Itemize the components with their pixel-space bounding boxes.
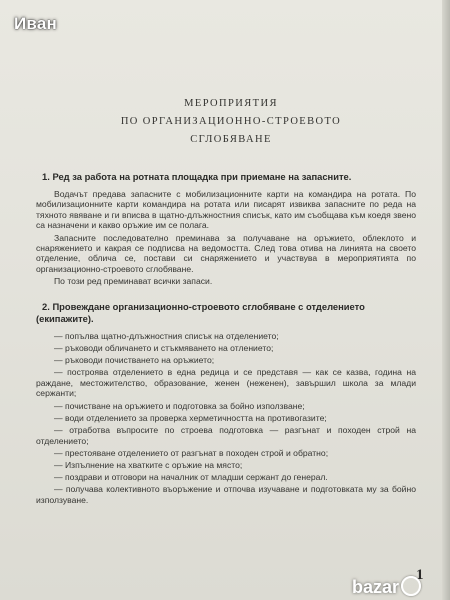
list-item: — престояване отделението от разгънат в походен строй и обратно; — [54, 447, 329, 458]
list-item: — почистване на оръжието и подготовка за бойно използване; — [54, 400, 305, 411]
seller-name-overlay: Иван — [14, 14, 57, 33]
section-2-list — [36, 331, 416, 506]
section-2-heading — [36, 301, 416, 325]
watermark — [352, 576, 421, 598]
section-1-heading — [36, 171, 416, 183]
watermark-logo-icon — [401, 576, 421, 596]
section-2-heading-text: Провеждане организационно-строевото сглобяване с отделението (екипажите). — [36, 300, 365, 324]
list-item: — ръководи почистването на оръжието; — [54, 355, 215, 366]
list-item: — отработва въпросите по строева подготовка — разгънат и походен строй на отделението; — [36, 424, 416, 446]
title-line-1: МЕРОПРИЯТИЯ — [184, 98, 278, 109]
list-item: — попълва щатно-длъжностния списък на отделението; — [54, 330, 279, 341]
section-2-number: 2. — [42, 300, 50, 312]
list-item: — Изпълнение на хватките с оръжие на място; — [54, 459, 243, 470]
page-number: 1 — [416, 567, 424, 583]
title-line-2: ПО ОРГАНИЗАЦИОННО-СТРОЕВОТО — [120, 116, 342, 127]
list-item: — получава колективното въоръжение и отпочва изучаване и подготовката му за бойно използуване. — [36, 484, 416, 505]
section-1-heading-text: Ред за работа на ротната площадка при приемане на запасните. — [52, 171, 352, 182]
title-line-3: СГЛОБЯВАНЕ — [190, 134, 272, 145]
document-content — [36, 95, 416, 507]
list-item: — води отделението за проверка херметичността на противогазите; — [54, 412, 327, 423]
section-1-paragraph: По този ред преминават всички запаси. — [54, 276, 213, 287]
section-2 — [36, 301, 416, 506]
section-1-number: 1. — [42, 171, 50, 182]
section-1-paragraph: Запасните последователно преминава за получаване на оръжието, облеклото и снаряжението и какрая се подписва на ведомостта. След това отива на линията на своето отделение, облича се, постави си снаряжението и участвува в мероприятията по организационно-строевото сглобяване. — [36, 232, 416, 274]
list-item: — ръководи обличането и стъкмяването на отлението; — [54, 342, 274, 353]
list-item: — поздрави и отговори на началник от младши сержант до генерал. — [54, 472, 328, 483]
section-1 — [36, 171, 416, 287]
section-1-paragraph: Водачът предава запасните с мобилизационните карти на командира на ротата. По мобилизационните карти командира на ротата или писарят извиква запасните по реда на тяхното явяване и ги вписва в щатно-длъжностния списък, като им съобщава към коедя звено са назначени и какво оръжие им се полага. — [36, 189, 416, 231]
watermark-text: bazar — [352, 577, 400, 597]
document-title — [46, 95, 416, 149]
list-item: — построява отделението в една редица и се представя — как се казва, година на раждане, местожителство, образование, женен (неженен), завършил школа за млади сержанти; — [36, 367, 416, 399]
page-edge — [442, 0, 450, 600]
